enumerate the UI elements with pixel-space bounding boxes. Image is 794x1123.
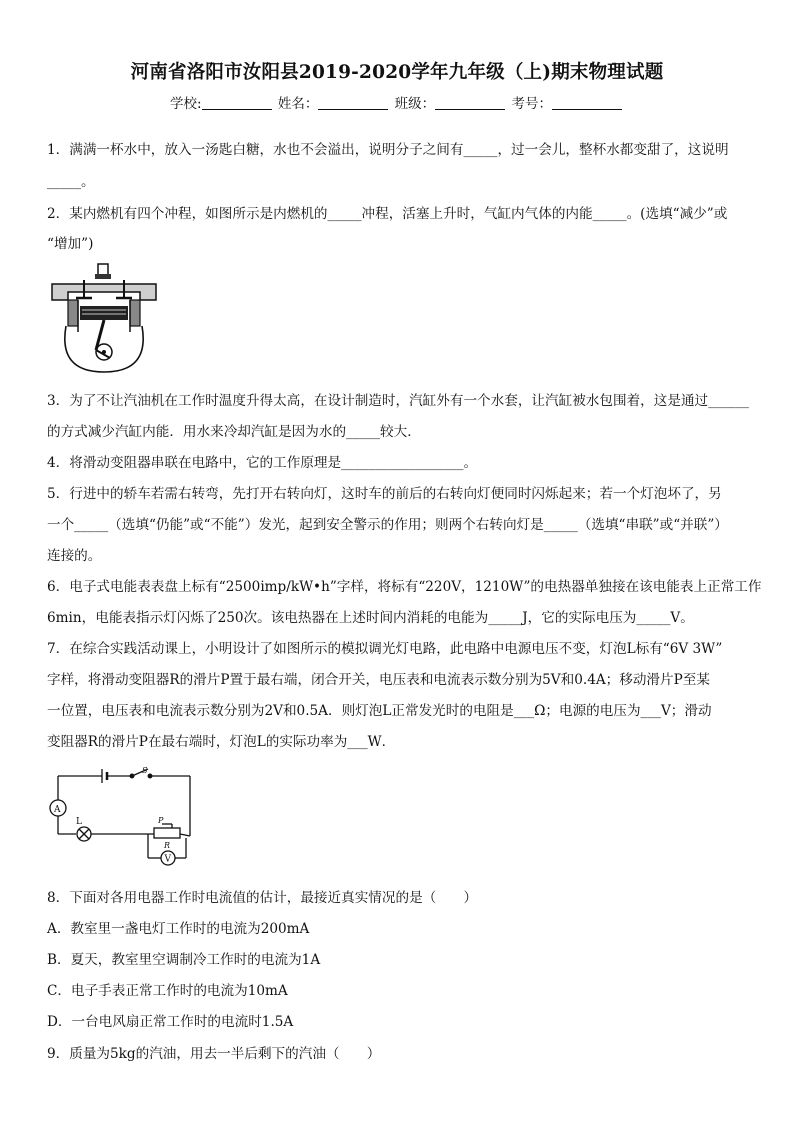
q5-line-2: 一个_____（选填“仍能”或“不能”）发光，起到安全警示的作用；则两个右转向灯是_____（选填“串联”或“并联”） [47, 517, 728, 533]
q7-line-4: 变阻器R的滑片P在最右端时，灯泡L的实际功率为___W． [47, 734, 396, 750]
q8-option-c: C．电子手表正常工作时的电流为10mA [47, 983, 288, 999]
student-info-row [0, 92, 794, 112]
q7-line-3: 一位置，电压表和电流表示数分别为2V和0.5A．则灯泡L正常发光时的电阻是___Ω；电源的电压为___V；滑动 [47, 703, 712, 719]
lamp-label: L [76, 817, 82, 827]
q3-line-2: 的方式减少汽缸内能．用水来冷却汽缸是因为水的_____较大． [47, 424, 421, 440]
class-blank[interactable] [435, 96, 505, 110]
q8-option-d: D．一台电风扇正常工作时的电流时1.5A [47, 1014, 294, 1030]
q3-line-1: 3．为了不让汽油机在工作时温度升得太高，在设计制造时，汽缸外有一个水套，让汽缸被水包围着，这是通过______ [47, 393, 749, 409]
page-title: 河南省洛阳市汝阳县2019-2020学年九年级（上)期末物理试题 [130, 62, 664, 83]
q2-line-2: “增加”) [47, 236, 94, 252]
name-blank[interactable] [318, 96, 388, 110]
q5-line-1: 5．行进中的轿车若需右转弯，先打开右转向灯，这时车的前后的右转向灯便同时闪烁起来；若一个灯泡坏了，另 [47, 486, 722, 502]
q2-line-1: 2．某内燃机有四个冲程，如图所示是内燃机的_____冲程，活塞上升时，气缸内气体的内能_____。(选填“减少”或 [47, 206, 728, 222]
class-label: 班级： [394, 96, 436, 112]
rheostat-label: R [164, 841, 171, 850]
q7-line-2: 字样，将滑动变阻器R的滑片P置于最右端，闭合开关，电压表和电流表示数分别为5V和0.4A；移动滑片P至某 [47, 672, 710, 688]
voltmeter-label: V [164, 854, 171, 865]
q8-option-a: A．教室里一盏电灯工作时的电流为200mA [47, 921, 310, 937]
q1-line-2: _____。 [47, 174, 95, 190]
q6-line-1: 6．电子式电能表表盘上标有“2500imp/kW•h”字样，将标有“220V，1210W”的电热器单独接在该电能表上正常工作 [47, 579, 762, 595]
switch-label: S [142, 766, 148, 775]
q8-option-b: B．夏天，教室里空调制冷工作时的电流为1A [47, 952, 321, 968]
engine-cylinder-figure [48, 262, 160, 374]
slider-label: P [158, 816, 164, 825]
exam-number-label: 考号： [511, 96, 552, 112]
school-label: 学校: [170, 96, 202, 112]
circuit-diagram [44, 764, 194, 868]
school-blank[interactable] [202, 96, 272, 110]
q8-line-1: 8．下面对各用电器工作时电流值的估计，最接近真实情况的是（ ） [47, 890, 478, 906]
q9-line-1: 9．质量为5kg的汽油，用去一半后剩下的汽油（ ） [47, 1046, 381, 1062]
q4-line-1: 4．将滑动变阻器串联在电路中，它的工作原理是__________________。 [47, 455, 478, 471]
q1-line-1: 1．满满一杯水中，放入一汤匙白糖，水也不会溢出，说明分子之间有_____，过一会儿，整杯水都变甜了，这说明 [47, 142, 729, 158]
q5-line-3: 连接的。 [47, 548, 102, 564]
name-label: 姓名： [277, 96, 319, 112]
q6-line-2: 6min，电能表指示灯闪烁了250次。该电热器在上述时间内消耗的电能为_____J，它的实际电压为_____V。 [47, 610, 694, 626]
ammeter-label: A [54, 805, 61, 815]
exam-number-blank[interactable] [552, 96, 622, 110]
q7-line-1: 7．在综合实践活动课上，小明设计了如图所示的模拟调光灯电路，此电路中电源电压不变，灯泡L标有“6V 3W” [47, 641, 723, 657]
